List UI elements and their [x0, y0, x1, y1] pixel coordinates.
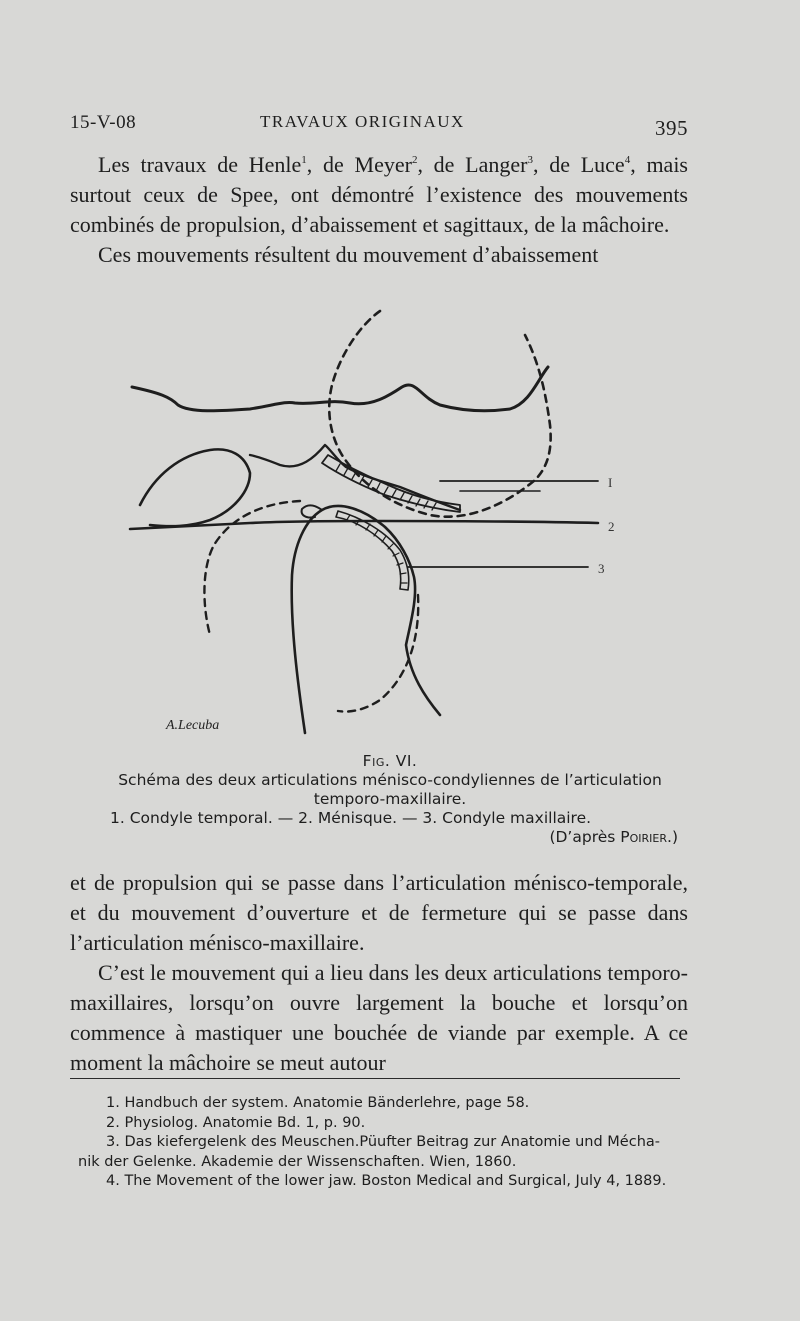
paragraph-4: C’est le mouvement qui a lieu dans les deux articulations temporo-maxillaires, lorsqu’on ouvre largement la bouche et lorsqu’on commence à mastiquer une bouchée de viande par exemple. A ce moment la mâchoire se meut autour — [70, 960, 688, 1075]
label-3: 3 — [598, 561, 605, 576]
figure-caption — [90, 752, 690, 847]
footnote-4: 4. The Movement of the lower jaw. Boston Medical and Surgical, July 4, 1889. — [106, 1173, 667, 1189]
page-number: 395 — [655, 116, 688, 140]
artist-signature: A.Lecuba — [166, 718, 220, 733]
top-text-block — [70, 150, 688, 270]
bottom-text-block — [70, 868, 688, 1078]
caption-description: Schéma des deux articulations ménisco-condyliennes de l’articulation temporo-maxillaire. — [118, 771, 662, 808]
header-date: 15-V-08 — [70, 112, 137, 133]
joint-schema-drawing — [110, 305, 630, 745]
footnote-rule — [70, 1078, 680, 1079]
caption-legend: 1. Condyle temporal. — 2. Ménisque. — 3. Condyle maxillaire. — [110, 809, 592, 827]
running-header — [70, 112, 688, 142]
paragraph-1: Les travaux de Henle$^1$, de Meyer$^2$, de Langer$^3$, de Luce$^4$, mais surtout ceux de Spee, ont démontré l’existence des mouvements combinés de propulsion, d’abaissement et sagittaux, de la mâchoire. — [70, 152, 688, 237]
footnote-3-cont: nik der Gelenke. Akademie der Wissenschaften. Wien, 1860. — [78, 1153, 517, 1170]
figure-title: Fig. VI. — [362, 752, 418, 770]
paragraph-2: Ces mouvements résultent du mouvement d’abaissement — [98, 242, 599, 267]
footnote-1: 1. Handbuch der system. Anatomie Bänderlehre, page 58. — [106, 1095, 530, 1111]
footnote-ref-3: 3 — [527, 154, 533, 166]
label-2: 2 — [608, 519, 615, 534]
header-title: TRAVAUX ORIGINAUX — [260, 112, 465, 131]
footnote-ref-4: 4 — [624, 154, 631, 166]
footnote-ref-2: 2 — [411, 154, 418, 166]
label-1: I — [608, 475, 613, 490]
caption-credit: (D’après Poirier.) — [549, 828, 678, 846]
figure-vi-diagram — [110, 305, 630, 745]
footnotes — [78, 1094, 688, 1192]
paragraph-3: et de propulsion qui se passe dans l’articulation ménisco-temporale, et du mouvement d’ouverture et de fermeture qui se passe dans l’articulation ménisco-maxillaire. — [70, 870, 688, 955]
footnote-2: 2. Physiolog. Anatomie Bd. 1, p. 90. — [106, 1114, 366, 1131]
footnote-ref-1: 1 — [301, 154, 307, 166]
footnote-3: 3. Das kiefergelenk des Meuschen.Püufter Beitrag zur Anatomie und Mécha- — [106, 1134, 661, 1150]
